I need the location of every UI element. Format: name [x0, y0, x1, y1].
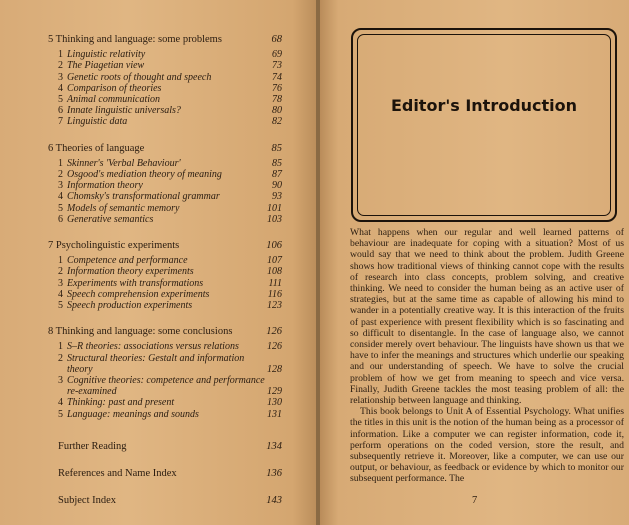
section-entry: 2 Structural theories: Gestalt and information theory 128 [58, 352, 282, 375]
introduction-body [350, 227, 624, 485]
section-entry: 5 Animal communication 78 [58, 94, 282, 106]
section-entry: 4 Comparison of theories 76 [58, 82, 282, 94]
section-entry: 4 Chomsky's transformational grammar 93 [58, 191, 282, 203]
chapter-heading [48, 326, 282, 337]
section-entry: 3 Genetic roots of thought and speech 74 [58, 71, 282, 83]
chapter-title: 7 Psycholinguistic experiments [48, 240, 180, 252]
section-entry: 3 Information theory 90 [58, 180, 282, 192]
section-entry: 2 Osgood's mediation theory of meaning 87 [58, 169, 282, 181]
chapter-page: 126 [266, 326, 282, 338]
paragraph: What happens when our regular and well learned patterns of behaviour are inadequate for coping with a situation? Most of us would say that we need to think about the problem. Judith Greene shows how traditional views of thinking cannot cope with the results of research into class concepts, problem solving, and creative thinking. We need to consider the human being as an active user of strategies, but at the same time as capable of allowing his mind to wander in a potentially creative way. It is this interaction of the fruits of past experience with present flexibility which is so fascinating and so difficult to disentangle. In the case of language also, we cannot consider merely overt behaviour. The linguists have shown us that we have to infer the meanings and structures which underlie our speaking and our understanding of speech. We have to solve the crucial problem of how we get from meaning to speech and vice versa. Finally, Judith Greene tackles the most teasing problem of all: the relationship between language and thinking. [350, 227, 624, 407]
section-entry: 6 Generative semantics 103 [58, 213, 282, 225]
chapter-page: 85 [271, 142, 282, 154]
title-frame-inner [357, 34, 611, 216]
title-frame [351, 28, 617, 222]
section-entry: 7 Linguistic data 82 [58, 116, 282, 128]
section-entry: 5 Models of semantic memory 101 [58, 202, 282, 214]
section-entry: 4 Speech comprehension experiments 116 [58, 288, 282, 300]
chapter-title: 5 Thinking and language: some problems [48, 34, 222, 45]
page-title: Editor's Introduction [390, 96, 578, 115]
chapter-8 [48, 326, 282, 420]
section-entry: 1 S–R theories: associations versus relations 126 [58, 341, 282, 353]
section-entry: 5 Language: meanings and sounds 131 [58, 408, 282, 420]
section-entry: 2 Information theory experiments 108 [58, 266, 282, 278]
section-entry: 3 Cognitive theories: competence and performance re-examined 129 [58, 375, 282, 398]
section-entry: 4 Thinking: past and present 130 [58, 397, 282, 409]
chapter-6 [48, 143, 282, 225]
chapter-page: 68 [271, 34, 282, 45]
chapter-heading [48, 34, 282, 45]
chapter-7 [48, 240, 282, 311]
section-entry: 1 Competence and performance 107 [58, 255, 282, 267]
back-matter-entry: References and Name Index 136 [58, 468, 282, 480]
back-matter-entry: Further Reading 134 [58, 440, 282, 452]
section-entry: 6 Innate linguistic universals? 80 [58, 105, 282, 117]
table-of-contents [48, 34, 282, 523]
introduction-page [320, 0, 629, 525]
section-entry: 2 The Piagetian view 73 [58, 60, 282, 72]
section-entry: 3 Experiments with transformations 111 [58, 277, 282, 289]
back-matter-entry: Subject Index 143 [58, 495, 282, 507]
section-entry: 1 Skinner's 'Verbal Behaviour' 85 [58, 157, 282, 169]
chapter-title: 6 Theories of language [48, 142, 145, 154]
chapter-heading [48, 143, 282, 154]
chapter-heading [48, 240, 282, 251]
chapter-page: 106 [266, 240, 282, 252]
section-entry: 5 Speech production experiments 123 [58, 300, 282, 312]
page-number: 7 [472, 495, 478, 506]
section-entry: 1 Linguistic relativity 69 [58, 49, 282, 61]
chapter-title: 8 Thinking and language: some conclusions [48, 326, 233, 338]
paragraph: This book belongs to Unit A of Essential Psychology. What unifies the titles in this unit is the notion of the human being as a processor of information. Like a computer we can register information, code it, perform operations on the coded version, store the result, and subsequently retrieve it. Moreover, like a computer, we can use our output, or behaviour, as feedback or evidence by which to monitor our subsequent performance. The [350, 406, 624, 485]
chapter-5 [48, 34, 282, 128]
